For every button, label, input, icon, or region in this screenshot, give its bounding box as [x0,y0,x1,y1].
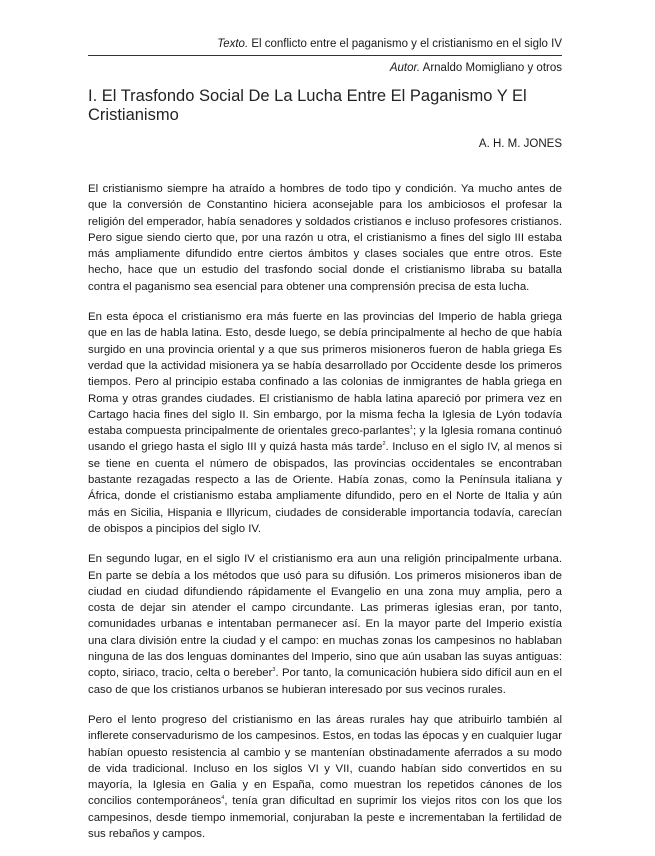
paragraph-2 [88,309,562,537]
footnote-ref-4: 4 [221,795,225,802]
header-text-label: Texto. [217,38,249,50]
header-divider [88,55,562,56]
author-line [390,62,562,74]
footnote-ref-1: 1 [409,425,413,432]
paragraph-1: El cristianismo siempre ha atraído a hombres de todo tipo y condición. Ya mucho antes de que la conversión de Constantino hiciera aconsejable para los ambiciosos el profesar la religión del emperador, había senadores y soldados cristianos e incluso profesores cristianos. Pero sigue siendo cierto que, por una razón u otra, el cristianismo a fines del siglo III estaba más ampliamente difundido entre ciertos ámbitos y clases sociales que entre otros. Este hecho, hace que un estudio del trasfondo social donde el cristianismo libraba su batalla contra el paganismo sea esencial para obtener una comprensión precisa de esta lucha. [88,183,562,293]
paragraph-4-part-b: , tenía gran dificultad en suprimir los viejos ritos con los que los campesinos, desde tiempo inmemorial, conjuraban la peste e incrementaban la fertilidad de sus rebaños y campos. [88,795,562,840]
paragraph-4-part-a: Pero el lento progreso del cristianismo en las áreas rurales hay que atribuirlo también al inflerete conservadurismo de los campesinos. Estos, en todas las épocas y en cualquier lugar habían opuesto resistencia al cambio y se mantenían obstinadamente aferrados a su modo de vida tradicional. Incluso en los siglos VI y VII, cuando habían sido convertidos en su mayoría, la Iglesia en Galia y en España, como muestran los repetidos cánones de los concilios contemporáneos [88,713,562,808]
paragraph-4 [88,712,562,842]
paragraph-2-part-c: . Incluso en el siglo IV, al menos si se tiene en cuenta el número de obispados, las provincias occidentales se encontraban bastante rezagadas respecto a las de Oriente. Había zonas, como la Península italiana y África, donde el cristianismo estaba ampliamente difundido, pero en el Norte de Italia y aún más en Sicilia, Hispania e Illyricum, ciudades de considerable importancia todavía, carecían de obispos a pincipios del siglo IV. [88,441,562,535]
body-text [88,181,562,856]
author-value: Arnaldo Momigliano y otros [422,62,562,74]
header-text-title: El conflicto entre el paganismo y el cristianismo en el siglo IV [251,38,562,50]
author-label: Autor. [389,62,421,74]
footnote-ref-3: 3 [272,667,276,674]
paragraph-3 [88,551,562,698]
paragraph-2-part-b: ; y la Iglesia romana continuó usando el griego hasta el siglo III y quizá hasta más tarde [88,425,562,454]
paragraph-3-part-a: En segundo lugar, en el siglo IV el cristianismo era aun una religión principalmente urbana. En parte se debía a los métodos que usó para su difusión. Los primeros misioneros iban de ciudad en ciudad difundiendo rápidamente el Evangelio en una zona muy amplia, pero a costa de dejar sin atender el campo circundante. Las primeras iglesias eran, por tanto, comunidades urbanas e intentaban permanecer así. En la mayor parte del Imperio existía una clara división entre la ciudad y el campo: en muchas zonas los campesinos no hablaban ninguna de las dos lenguas dominantes del Imperio, sino que aún usaban las suyas antiguas: copto, siriaco, tracio, celta o bereber [88,553,562,680]
chapter-title: I. El Trasfondo Social De La Lucha Entre El Paganismo Y El Cristianismo [88,87,527,124]
footnote-ref-2: 2 [382,441,386,448]
byline: A. H. M. JONES [478,138,562,150]
paragraph-3-part-b: . Por tanto, la comunicación hubiera sido difícil aun en el caso de que los cristianos urbanos se hubieran interesado por sus vecinos rurales. [88,667,562,696]
running-header [217,38,562,50]
paragraph-2-part-a: En esta época el cristianismo era más fuerte en las provincias del Imperio de habla griega que en las de habla latina. Esto, desde luego, se debía principalmente al hecho de que había surgido en una provincia oriental y a que sus primeros misioneros fueron de habla griega Es verdad que la actividad misionera ya se había desarrollado por Occidente desde los primeros tiempos. Pero al principio estaba confinado a las colonias de inmigrantes de habla griega en Roma y otras grandes ciudades. El cristianismo de habla latina apareció por primera vez en Cartago hacia fines del siglo II. Sin embargo, por la misma fecha la Iglesia de Lyón todavía estaba compuesta principalmente de orientales greco-parlantes [88,311,562,438]
